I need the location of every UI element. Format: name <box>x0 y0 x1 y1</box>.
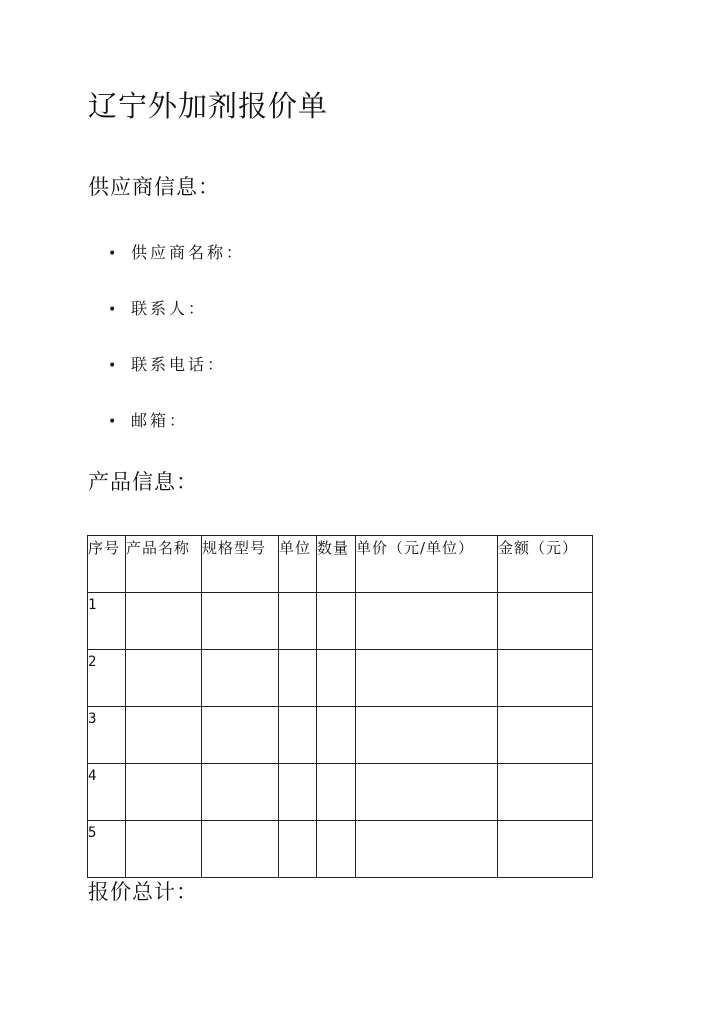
product-name-cell <box>126 707 202 764</box>
amount-cell <box>498 650 593 707</box>
unit-cell <box>279 821 317 878</box>
seq-cell: 5 <box>88 821 126 878</box>
bullet-icon: • <box>108 246 120 262</box>
unit-price-cell <box>356 764 498 821</box>
seq-cell: 4 <box>88 764 126 821</box>
column-header-quantity: 数量 <box>317 536 356 593</box>
product-info-heading: 产品信息： <box>88 470 198 494</box>
spec-model-cell <box>202 764 279 821</box>
unit-price-cell <box>356 593 498 650</box>
seq-cell: 2 <box>88 650 126 707</box>
column-header-unit-price: 单价（元/单位） <box>356 536 498 593</box>
quantity-cell <box>317 650 356 707</box>
supplier-name-item <box>108 238 245 294</box>
amount-cell <box>498 821 593 878</box>
table-row <box>88 821 593 878</box>
table-row <box>88 650 593 707</box>
product-name-cell <box>126 650 202 707</box>
amount-cell <box>498 707 593 764</box>
product-name-cell <box>126 593 202 650</box>
unit-cell <box>279 593 317 650</box>
column-header-amount: 金额（元） <box>498 536 593 593</box>
column-header-spec-model: 规格型号 <box>202 536 279 593</box>
unit-price-cell <box>356 707 498 764</box>
unit-cell <box>279 707 317 764</box>
bullet-icon: • <box>108 414 120 430</box>
product-name-cell <box>126 764 202 821</box>
table-row <box>88 593 593 650</box>
unit-cell <box>279 764 317 821</box>
seq-cell: 3 <box>88 707 126 764</box>
amount-cell <box>498 764 593 821</box>
bullet-icon: • <box>108 302 120 318</box>
product-table <box>87 535 593 878</box>
contact-person-item <box>108 294 245 350</box>
quantity-cell <box>317 593 356 650</box>
page-title: 辽宁外加剂报价单 <box>88 89 329 123</box>
unit-price-cell <box>356 821 498 878</box>
table-row <box>88 707 593 764</box>
column-header-unit: 单位 <box>279 536 317 593</box>
table-header-row <box>88 536 593 593</box>
amount-cell <box>498 593 593 650</box>
email-item <box>108 406 245 462</box>
unit-price-cell <box>356 650 498 707</box>
table-row <box>88 764 593 821</box>
quantity-cell <box>317 764 356 821</box>
product-name-cell <box>126 821 202 878</box>
bullet-icon: • <box>108 358 120 374</box>
supplier-info-list <box>108 238 245 462</box>
contact-person-label: 联系人： <box>131 299 208 318</box>
supplier-name-label: 供应商名称： <box>131 243 246 262</box>
column-header-seq: 序号 <box>88 536 126 593</box>
seq-cell: 1 <box>88 593 126 650</box>
email-label: 邮箱： <box>131 411 189 430</box>
supplier-info-heading: 供应商信息： <box>88 175 220 199</box>
quantity-cell <box>317 821 356 878</box>
spec-model-cell <box>202 707 279 764</box>
spec-model-cell <box>202 650 279 707</box>
contact-phone-item <box>108 350 245 406</box>
spec-model-cell <box>202 593 279 650</box>
contact-phone-label: 联系电话： <box>131 355 227 374</box>
quantity-cell <box>317 707 356 764</box>
quote-total-heading: 报价总计： <box>88 880 198 904</box>
column-header-product-name: 产品名称 <box>126 536 202 593</box>
unit-cell <box>279 650 317 707</box>
spec-model-cell <box>202 821 279 878</box>
